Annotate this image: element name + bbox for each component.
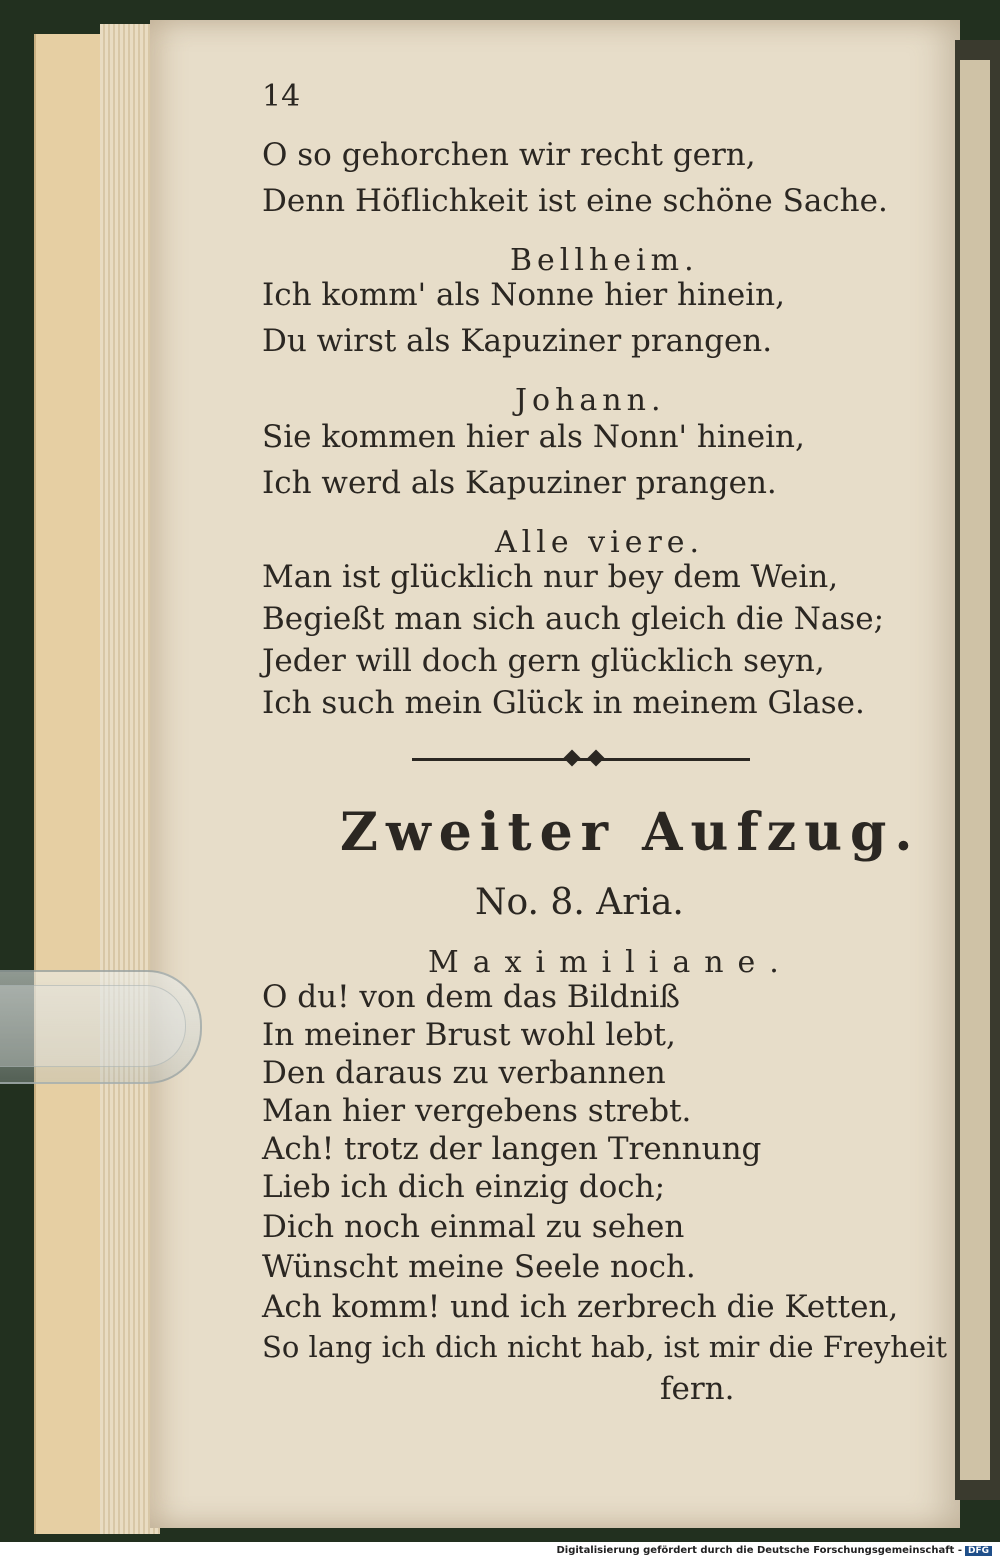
verse-line: Den daraus zu verbannen bbox=[262, 1055, 666, 1091]
verse-line: O so gehorchen wir recht gern, bbox=[262, 137, 756, 173]
verse-line: Man hier vergebens strebt. bbox=[262, 1093, 692, 1129]
verse-line: Ich such mein Glück in meinem Glase. bbox=[262, 685, 865, 721]
page-number: 14 bbox=[262, 79, 301, 114]
speaker-name: Bellheim. bbox=[510, 243, 699, 278]
verse-line: Jeder will doch gern glücklich seyn, bbox=[262, 643, 825, 679]
verse-line: Wünscht meine Seele noch. bbox=[262, 1249, 696, 1285]
ornamental-rule bbox=[412, 758, 750, 761]
footer-credit-text: Digitalisierung gefördert durch die Deutsche Forschungsgemeinschaft - bbox=[556, 1545, 962, 1556]
verse-line: Begießt man sich auch gleich die Nase; bbox=[262, 601, 885, 637]
aria-title: No. 8. Aria. bbox=[475, 882, 684, 923]
verse-line: Sie kommen hier als Nonn' hinein, bbox=[262, 419, 805, 455]
verse-line: O du! von dem das Bildniß bbox=[262, 979, 680, 1015]
speaker-name: Johann. bbox=[515, 383, 666, 418]
verse-line: Ich werd als Kapuziner prangen. bbox=[262, 465, 777, 501]
glass-page-weight-highlight bbox=[0, 985, 186, 1067]
act-title: Zweiter Aufzug. bbox=[340, 802, 921, 863]
verse-line: fern. bbox=[660, 1371, 735, 1407]
speaker-name: Maximiliane. bbox=[428, 945, 793, 980]
verse-line: Ach! trotz der langen Trennung bbox=[262, 1131, 762, 1167]
verse-line: Man ist glücklich nur bey dem Wein, bbox=[262, 559, 839, 595]
verse-line: Dich noch einmal zu sehen bbox=[262, 1209, 685, 1245]
facing-page-strip bbox=[960, 60, 990, 1480]
verse-line: Ach komm! und ich zerbrech die Ketten, bbox=[262, 1289, 899, 1325]
verse-line: In meiner Brust wohl lebt, bbox=[262, 1017, 676, 1053]
verse-line: Lieb ich dich einzig doch; bbox=[262, 1169, 666, 1205]
dfg-logo-icon: DFG bbox=[965, 1546, 992, 1556]
footer-credit bbox=[556, 1545, 992, 1556]
speaker-name: Alle viere. bbox=[495, 525, 705, 560]
verse-line: Du wirst als Kapuziner prangen. bbox=[262, 323, 773, 359]
verse-line: Denn Höflichkeit ist eine schöne Sache. bbox=[262, 183, 888, 219]
verse-line: So lang ich dich nicht hab, ist mir die Freyheit bbox=[262, 1330, 948, 1364]
verse-line: Ich komm' als Nonne hier hinein, bbox=[262, 277, 785, 313]
